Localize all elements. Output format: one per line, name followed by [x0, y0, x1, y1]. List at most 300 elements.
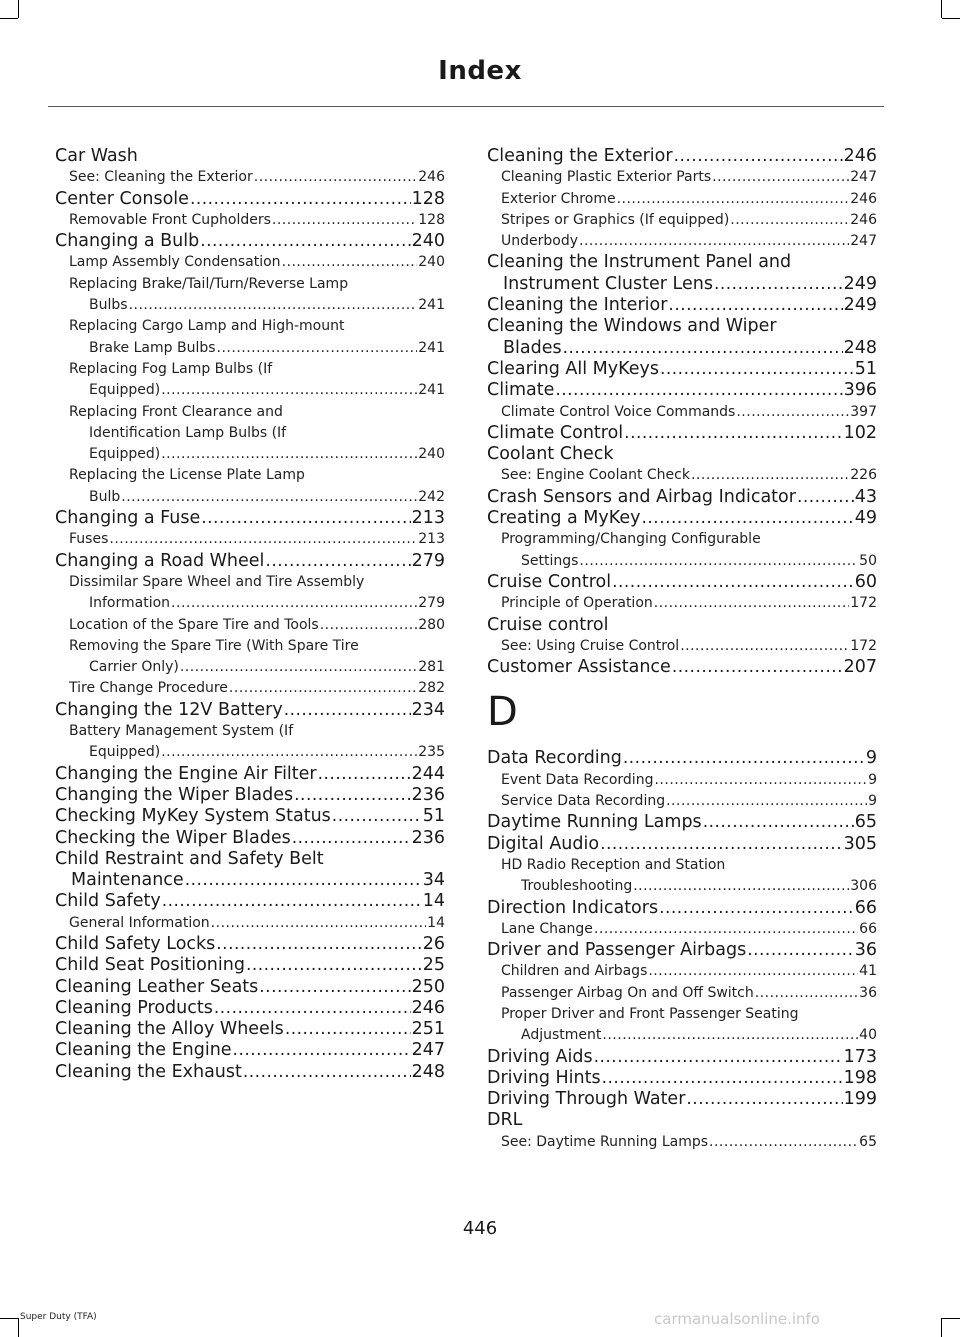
entry-label: Climate Control	[487, 422, 624, 443]
entry-page-number: 240	[418, 254, 445, 271]
entry-label: Cleaning Plastic Exterior Parts	[501, 169, 712, 186]
entry-label: Replacing Fog Lamp Bulbs (If	[69, 360, 273, 377]
entry-label: Cruise Control	[487, 571, 612, 592]
index-entry[interactable]	[55, 1040, 445, 1061]
index-entry[interactable]	[487, 252, 877, 273]
index-entry[interactable]	[55, 700, 445, 721]
index-entry[interactable]	[487, 1089, 877, 1110]
entry-page-number: 247	[850, 169, 877, 186]
entry-page-number: 248	[843, 337, 877, 358]
index-entry[interactable]	[55, 189, 445, 210]
index-entry[interactable]	[55, 870, 445, 891]
dot-leader	[600, 834, 843, 855]
dot-leader	[633, 876, 849, 897]
entry-label: Underbody	[501, 233, 578, 250]
entry-label: See: Cleaning the Exterior	[69, 169, 253, 186]
index-subentry[interactable]	[55, 316, 445, 337]
dot-leader	[282, 252, 418, 273]
index-subentry[interactable]	[487, 855, 877, 876]
entry-label: Car Wash	[55, 146, 138, 166]
index-subentry[interactable]	[487, 770, 877, 791]
entry-page-number: 246	[418, 169, 445, 186]
index-entry[interactable]	[487, 1068, 877, 1089]
dot-leader	[612, 572, 854, 593]
entry-label: Dissimilar Spare Wheel and Tire Assembly	[69, 573, 365, 590]
entry-page-number: 36	[854, 940, 877, 961]
dot-leader	[201, 508, 410, 529]
entry-label: Removing the Spare Tire (With Spare Tire	[69, 637, 359, 654]
entry-page-number: 9	[868, 793, 877, 810]
entry-page-number: 240	[418, 446, 445, 463]
index-entry[interactable]	[55, 998, 445, 1019]
index-subentry[interactable]	[55, 167, 445, 188]
index-subentry[interactable]	[55, 359, 445, 380]
dot-leader	[674, 146, 843, 167]
entry-page-number: 241	[418, 339, 445, 356]
entry-label: Checking MyKey System Status	[55, 806, 331, 827]
entry-label: Changing a Fuse	[55, 508, 201, 529]
entry-label: Changing a Road Wheel	[55, 550, 265, 571]
index-subentry[interactable]	[55, 423, 445, 444]
dot-leader	[755, 983, 858, 1004]
index-entry[interactable]	[487, 146, 877, 167]
entry-label: Maintenance	[71, 870, 184, 891]
index-subentry[interactable]	[55, 274, 445, 295]
dot-leader	[292, 828, 411, 849]
index-entry[interactable]	[55, 828, 445, 849]
index-entry[interactable]	[55, 1062, 445, 1083]
entry-label: Replacing Brake/Tail/Turn/Reverse Lamp	[69, 275, 349, 292]
dot-leader	[703, 812, 854, 833]
entry-label: DRL	[487, 1110, 523, 1131]
entry-label: Data Recording	[487, 748, 622, 769]
entry-page-number: 246	[850, 211, 877, 228]
index-entry[interactable]	[55, 146, 445, 167]
index-subentry[interactable]	[487, 593, 877, 614]
index-entry[interactable]	[487, 812, 877, 833]
index-subentry[interactable]	[487, 402, 877, 423]
entry-page-number: 207	[843, 657, 877, 678]
index-subentry[interactable]	[487, 189, 877, 210]
index-subentry[interactable]	[55, 593, 445, 614]
entry-page-number: 241	[418, 382, 445, 399]
entry-page-number: 213	[411, 508, 445, 529]
entry-label: Cleaning Leather Seats	[55, 976, 259, 997]
entry-page-number: 172	[850, 595, 877, 612]
entry-label: See: Daytime Running Lamps	[501, 1133, 709, 1150]
entry-label: Brake Lamp Bulbs	[89, 339, 216, 356]
entry-label: Direction Indicators	[487, 897, 659, 918]
index-subentry[interactable]	[55, 295, 445, 316]
entry-page-number: 173	[843, 1046, 877, 1067]
dot-leader	[555, 380, 842, 401]
entry-page-number: 246	[850, 190, 877, 207]
dot-leader	[659, 898, 854, 919]
index-subentry[interactable]	[487, 1004, 877, 1025]
dot-leader	[709, 1132, 858, 1153]
dot-leader	[797, 487, 854, 508]
index-subentry[interactable]	[55, 678, 445, 699]
entry-page-number: 60	[854, 571, 877, 592]
footer-model: Super Duty (TFA)	[20, 1312, 97, 1322]
entry-page-number: 226	[850, 467, 877, 484]
entry-page-number: 241	[418, 297, 445, 314]
index-subentry[interactable]	[487, 876, 877, 897]
index-entry[interactable]	[487, 316, 877, 337]
dot-leader	[602, 1068, 843, 1089]
dot-leader	[712, 167, 849, 188]
index-entry[interactable]	[487, 423, 877, 444]
dot-leader	[660, 359, 854, 380]
index-entry[interactable]	[487, 359, 877, 380]
entry-page-number: 50	[859, 552, 877, 569]
entry-page-number: 213	[418, 531, 445, 548]
index-subentry[interactable]	[55, 444, 445, 465]
dot-leader	[265, 551, 410, 572]
entry-label: Digital Audio	[487, 833, 600, 854]
index-subentry[interactable]	[487, 636, 877, 657]
dot-leader	[736, 402, 849, 423]
entry-label: Driving Through Water	[487, 1089, 686, 1110]
dot-leader	[171, 593, 417, 614]
entry-label: Event Data Recording	[501, 771, 654, 788]
entry-label: General Information	[69, 914, 210, 931]
entry-page-number: 250	[411, 976, 445, 997]
index-subentry[interactable]	[55, 402, 445, 423]
entry-page-number: 128	[411, 188, 445, 209]
dot-leader	[109, 529, 417, 550]
crop-mark-tr-h	[942, 18, 960, 19]
index-subentry[interactable]	[487, 529, 877, 550]
dot-leader	[259, 977, 410, 998]
entry-page-number: 236	[411, 827, 445, 848]
entry-page-number: 51	[854, 358, 877, 379]
entry-label: HD Radio Reception and Station	[501, 856, 726, 873]
entry-page-number: 41	[859, 963, 877, 980]
entry-label: Changing the Engine Air Filter	[55, 763, 317, 784]
dot-leader	[233, 1040, 411, 1061]
dot-leader	[229, 678, 417, 699]
entry-label: Instrument Cluster Lens	[503, 273, 713, 294]
entry-label: Principle of Operation	[501, 595, 653, 612]
index-subentry[interactable]	[487, 167, 877, 188]
entry-page-number: 34	[422, 870, 445, 891]
entry-page-number: 25	[422, 955, 445, 976]
index-entry[interactable]	[55, 231, 445, 252]
entry-page-number: 199	[843, 1089, 877, 1110]
dot-leader	[624, 423, 842, 444]
dot-leader	[214, 998, 411, 1019]
entry-label: Coolant Check	[487, 444, 614, 465]
dot-leader	[579, 231, 849, 252]
entry-label: Settings	[521, 552, 579, 569]
entry-label: Driving Aids	[487, 1046, 593, 1067]
entry-page-number: 43	[854, 486, 877, 507]
dot-leader	[594, 919, 858, 940]
entry-label: Cleaning Products	[55, 997, 213, 1018]
entry-page-number: 66	[854, 897, 877, 918]
index-subentry[interactable]	[55, 913, 445, 934]
dot-leader	[246, 955, 422, 976]
index-entry[interactable]	[487, 748, 877, 769]
entry-label: Climate	[487, 380, 555, 401]
dot-leader	[216, 934, 421, 955]
index-entry[interactable]	[55, 551, 445, 572]
entry-label: Stripes or Graphics (If equipped)	[501, 211, 730, 228]
index-entry[interactable]	[487, 834, 877, 855]
entry-label: Changing the 12V Battery	[55, 699, 283, 720]
entry-page-number: 240	[411, 231, 445, 252]
entry-page-number: 281	[418, 659, 445, 676]
dot-leader	[121, 487, 417, 508]
dot-leader	[243, 1062, 411, 1083]
index-entry[interactable]	[55, 934, 445, 955]
entry-label: Equipped)	[89, 744, 161, 761]
entry-label: Cleaning the Windows and Wiper	[487, 316, 777, 337]
entry-label: Replacing Front Clearance and	[69, 403, 283, 420]
dot-leader	[200, 231, 410, 252]
dot-leader	[211, 913, 427, 934]
entry-label: Blades	[503, 337, 562, 358]
entry-label: Cruise control	[487, 614, 609, 635]
crop-mark-br-h	[942, 1318, 960, 1319]
watermark: carmanualsonline.info	[654, 1310, 820, 1328]
index-entry[interactable]	[487, 508, 877, 529]
entry-label: Child Safety	[55, 891, 161, 912]
index-subentry[interactable]	[55, 465, 445, 486]
dot-leader	[648, 961, 858, 982]
index-section-letter: D	[487, 689, 518, 736]
index-subentry[interactable]	[487, 231, 877, 252]
entry-label: Crash Sensors and Airbag Indicator	[487, 486, 796, 507]
entry-page-number: 26	[422, 933, 445, 954]
dot-leader	[594, 1047, 843, 1068]
entry-label: Passenger Airbag On and Off Switch	[501, 984, 754, 1001]
entry-label: Driving Hints	[487, 1067, 601, 1088]
entry-label: Driver and Passenger Airbags	[487, 940, 747, 961]
entry-label: Cleaning the Engine	[55, 1040, 232, 1061]
entry-label: Fuses	[69, 531, 109, 548]
index-subentry[interactable]	[55, 657, 445, 678]
entry-label: Bulbs	[89, 297, 128, 314]
index-column-left	[55, 146, 445, 1083]
crop-mark-br-v	[941, 1318, 942, 1337]
index-entry[interactable]	[55, 785, 445, 806]
index-entry[interactable]	[487, 572, 877, 593]
dot-leader	[161, 444, 417, 465]
dot-leader	[254, 167, 418, 188]
entry-page-number: 9	[868, 771, 877, 788]
entry-page-number: 9	[865, 748, 877, 769]
entry-page-number: 51	[422, 806, 445, 827]
crop-mark-bl-h	[0, 1318, 18, 1319]
entry-label: Checking the Wiper Blades	[55, 827, 291, 848]
entry-page-number: 279	[418, 595, 445, 612]
index-entry[interactable]	[487, 1047, 877, 1068]
index-subentry[interactable]	[55, 380, 445, 401]
index-entry[interactable]	[487, 657, 877, 678]
dot-leader	[563, 338, 843, 359]
entry-page-number: 249	[843, 295, 877, 316]
dot-leader	[686, 1089, 842, 1110]
entry-label: Information	[89, 595, 171, 612]
entry-label: Cleaning the Alloy Wheels	[55, 1019, 284, 1040]
entry-label: Exterior Chrome	[501, 190, 616, 207]
dot-leader	[180, 657, 417, 678]
dot-leader	[666, 791, 867, 812]
entry-page-number: 65	[859, 1133, 877, 1150]
entry-label: Battery Management System (If	[69, 723, 294, 740]
entry-label: Climate Control Voice Commands	[501, 403, 736, 420]
entry-page-number: 40	[859, 1027, 877, 1044]
entry-page-number: 248	[411, 1061, 445, 1082]
entry-label: Cleaning the Interior	[487, 295, 668, 316]
index-entry[interactable]	[487, 615, 877, 636]
entry-label: Location of the Spare Tire and Tools	[69, 616, 319, 633]
page-number: 446	[462, 1218, 498, 1239]
entry-label: Tire Change Procedure	[69, 680, 228, 697]
dot-leader	[320, 615, 418, 636]
entry-page-number: 247	[850, 233, 877, 250]
entry-page-number: 247	[411, 1040, 445, 1061]
entry-page-number: 65	[854, 812, 877, 833]
entry-page-number: 14	[427, 914, 445, 931]
index-subentry[interactable]	[55, 210, 445, 231]
index-subentry[interactable]	[487, 983, 877, 1004]
entry-page-number: 235	[418, 744, 445, 761]
index-entry[interactable]	[487, 338, 877, 359]
index-subentry[interactable]	[55, 487, 445, 508]
dot-leader	[680, 636, 849, 657]
entry-label: Children and Airbags	[501, 963, 648, 980]
dot-leader	[672, 657, 843, 678]
entry-label: Equipped)	[89, 446, 161, 463]
entry-page-number: 397	[850, 403, 877, 420]
index-entry[interactable]	[487, 295, 877, 316]
index-subentry[interactable]	[487, 1025, 877, 1046]
crop-mark-tl-h	[0, 18, 18, 19]
dot-leader	[332, 806, 422, 827]
entry-page-number: 242	[418, 488, 445, 505]
entry-page-number: 14	[422, 891, 445, 912]
index-entry[interactable]	[487, 380, 877, 401]
entry-label: Bulb	[89, 488, 121, 505]
index-subentry[interactable]	[487, 791, 877, 812]
index-subentry[interactable]	[55, 742, 445, 763]
dot-leader	[617, 189, 850, 210]
index-subentry[interactable]	[487, 961, 877, 982]
dot-leader	[284, 700, 411, 721]
index-entry[interactable]	[55, 764, 445, 785]
index-subentry[interactable]	[487, 465, 877, 486]
entry-label: Replacing the License Plate Lamp	[69, 467, 305, 484]
index-entry[interactable]	[487, 940, 877, 961]
index-entry[interactable]	[487, 274, 877, 295]
title-divider	[48, 106, 884, 107]
index-entry[interactable]	[55, 977, 445, 998]
entry-label: Carrier Only)	[89, 659, 179, 676]
dot-leader	[579, 551, 858, 572]
entry-label: Daytime Running Lamps	[487, 812, 702, 833]
index-entry[interactable]	[55, 1019, 445, 1040]
entry-label: Child Seat Positioning	[55, 955, 245, 976]
dot-leader	[668, 295, 842, 316]
entry-page-number: 249	[843, 273, 877, 294]
dot-leader	[730, 210, 849, 231]
entry-page-number: 246	[843, 146, 877, 166]
index-subentry[interactable]	[487, 551, 877, 572]
index-subentry[interactable]	[487, 210, 877, 231]
dot-leader	[641, 508, 853, 529]
entry-label: Replacing Cargo Lamp and High-mount	[69, 318, 345, 335]
index-entry[interactable]	[55, 806, 445, 827]
index-subentry[interactable]	[55, 721, 445, 742]
dot-leader	[602, 1025, 858, 1046]
index-entry[interactable]	[55, 508, 445, 529]
index-subentry[interactable]	[55, 572, 445, 593]
entry-label: Programming/Changing Configurable	[501, 531, 761, 548]
entry-label: Clearing All MyKeys	[487, 358, 659, 379]
index-subentry[interactable]	[55, 615, 445, 636]
entry-page-number: 244	[411, 763, 445, 784]
entry-label: Changing the Wiper Blades	[55, 784, 294, 805]
entry-label: Child Safety Locks	[55, 933, 216, 954]
crop-mark-bl-v	[18, 1318, 19, 1337]
index-entry[interactable]	[487, 487, 877, 508]
dot-leader	[654, 593, 850, 614]
entry-page-number: 280	[418, 616, 445, 633]
dot-leader	[654, 770, 867, 791]
entry-page-number: 66	[859, 920, 877, 937]
index-subentry[interactable]	[55, 338, 445, 359]
index-subentry[interactable]	[55, 636, 445, 657]
entry-label: Removable Front Cupholders	[69, 211, 271, 228]
index-subentry[interactable]	[487, 919, 877, 940]
index-subentry[interactable]	[487, 1132, 877, 1153]
entry-page-number: 246	[411, 997, 445, 1018]
entry-page-number: 251	[411, 1019, 445, 1040]
entry-page-number: 49	[854, 508, 877, 529]
page-title: Index	[438, 56, 522, 86]
entry-label: Equipped)	[89, 382, 161, 399]
dot-leader	[161, 380, 417, 401]
entry-label: Adjustment	[521, 1027, 602, 1044]
entry-page-number: 36	[859, 984, 877, 1001]
index-entry[interactable]	[55, 849, 445, 870]
dot-leader	[272, 210, 417, 231]
dot-leader	[185, 870, 422, 891]
index-subentry[interactable]	[55, 529, 445, 550]
dot-leader	[190, 189, 411, 210]
crop-mark-tl-v	[18, 0, 19, 18]
index-entry[interactable]	[487, 898, 877, 919]
index-entry[interactable]	[487, 1110, 877, 1131]
entry-label: Proper Driver and Front Passenger Seating	[501, 1005, 799, 1022]
index-entry[interactable]	[55, 891, 445, 912]
index-entry[interactable]	[55, 955, 445, 976]
dot-leader	[217, 338, 418, 359]
entry-page-number: 234	[411, 699, 445, 720]
entry-label: See: Engine Coolant Check	[501, 467, 690, 484]
entry-page-number: 236	[411, 784, 445, 805]
index-entry[interactable]	[487, 444, 877, 465]
entry-label: Lane Change	[501, 920, 593, 937]
index-subentry[interactable]	[55, 252, 445, 273]
entry-label: Creating a MyKey	[487, 508, 641, 529]
dot-leader	[161, 742, 417, 763]
index-column-right	[487, 146, 877, 1153]
dot-leader	[623, 748, 865, 769]
